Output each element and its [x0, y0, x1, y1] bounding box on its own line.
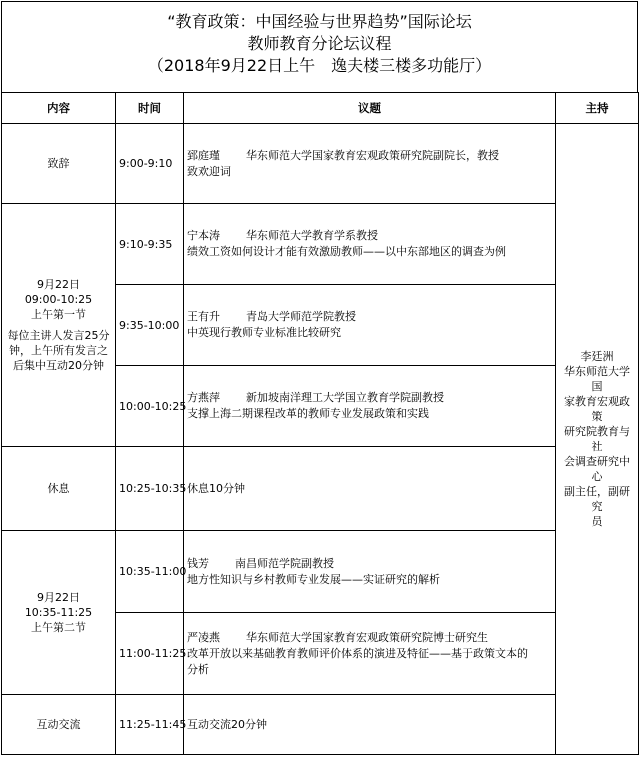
- table-row: [2, 204, 639, 285]
- time-cell: 9:00-9:10: [116, 124, 184, 204]
- content-cell-discussion: 互动交流: [2, 695, 116, 755]
- speaker-affiliation: 华东师范大学国家教育宏观政策研究院副院长，教授: [246, 148, 499, 162]
- speaker-name: 严凌燕: [187, 630, 220, 644]
- talk-title: 互动交流20分钟: [187, 717, 267, 731]
- topic-cell: [184, 531, 556, 613]
- session1-note: 每位主讲人发言25分: [7, 329, 110, 342]
- time-cell: 9:10-9:35: [116, 204, 184, 285]
- speaker-name: 方燕萍: [187, 391, 220, 404]
- speaker-line: [187, 390, 551, 406]
- table-row: [2, 695, 639, 755]
- talk-title: 地方性知识与乡村教师专业发展——实证研究的解析: [187, 572, 440, 586]
- session1-name: 上午第一节: [31, 308, 86, 321]
- host-title-line: 会调查研究中心: [564, 455, 630, 483]
- speaker-affiliation: 南昌师范学院副教授: [235, 556, 334, 570]
- content-cell-opening: 致辞: [2, 124, 116, 204]
- host-title-line: 家教育宏观政策: [564, 395, 630, 423]
- speaker-name: 钱芳: [187, 556, 209, 570]
- time-cell: 11:25-11:45: [116, 695, 184, 755]
- time-cell: 10:00-10:25: [116, 366, 184, 447]
- speaker-line: [187, 630, 551, 646]
- topic-cell: [184, 285, 556, 366]
- talk-title: 致欢迎词: [187, 164, 231, 178]
- host-name: 李廷洲: [580, 350, 614, 363]
- time-cell: 9:35-10:00: [116, 285, 184, 366]
- agenda-document: [1, 1, 638, 771]
- content-cell-session1: [2, 204, 116, 447]
- session1-note: 钟，上午所有发言之: [9, 344, 108, 357]
- agenda-table: [1, 92, 639, 755]
- speaker-affiliation: 新加坡南洋理工大学国立教育学院副教授: [246, 391, 444, 404]
- table-header-row: [2, 93, 639, 124]
- date-venue: （2018年9月22日上午 逸夫楼三楼多功能厅）: [147, 56, 492, 75]
- talk-title-continued: 分析: [187, 662, 209, 676]
- topic-cell: [184, 695, 556, 755]
- speaker-affiliation: 华东师范大学教育学系教授: [246, 229, 378, 242]
- topic-cell: [184, 613, 556, 695]
- speaker-line: [187, 309, 551, 325]
- host-title-line: 华东师范大学国: [564, 365, 630, 393]
- talk-title: 中英现行教师专业标准比较研究: [187, 326, 341, 339]
- column-header-time: 时间: [116, 93, 184, 124]
- subforum-title: 教师教育分论坛议程: [247, 34, 392, 53]
- speaker-name: 郅庭瑾: [187, 148, 220, 162]
- time-cell: 10:35-11:00: [116, 531, 184, 613]
- speaker-line: [187, 228, 551, 244]
- topic-cell: [184, 366, 556, 447]
- column-header-host: 主持: [556, 93, 639, 124]
- table-row: [2, 124, 639, 204]
- topic-cell: [184, 204, 556, 285]
- session1-time: 09:00-10:25: [24, 293, 93, 306]
- time-cell: 10:25-10:35: [116, 447, 184, 531]
- speaker-affiliation: 青岛大学师范学院教授: [246, 310, 356, 323]
- column-header-topic: 议题: [184, 93, 556, 124]
- table-row: [2, 531, 639, 613]
- talk-title: 绩效工资如何设计才能有效激励教师——以中东部地区的调查为例: [187, 245, 506, 258]
- speaker-line: [187, 148, 551, 164]
- table-row: [2, 447, 639, 531]
- content-cell-break: 休息: [2, 447, 116, 531]
- talk-title: 休息10分钟: [187, 481, 245, 495]
- speaker-name: 宁本涛: [187, 229, 220, 242]
- topic-cell: [184, 447, 556, 531]
- forum-title: “教育政策：中国经验与世界趋势”国际论坛: [167, 12, 472, 31]
- time-cell: 11:00-11:25: [116, 613, 184, 695]
- content-cell-session2: [2, 531, 116, 695]
- session2-name: 上午第二节: [31, 621, 86, 634]
- talk-title: 支撑上海二期课程改革的教师专业发展政策和实践: [187, 407, 429, 420]
- session2-time: 10:35-11:25: [24, 606, 93, 619]
- speaker-line: [187, 556, 551, 572]
- session2-date: 9月22日: [37, 591, 80, 604]
- host-title-line: 副主任，副研究: [564, 485, 630, 513]
- host-cell: [556, 124, 639, 755]
- session1-date: 9月22日: [37, 278, 80, 291]
- topic-cell: [184, 124, 556, 204]
- session1-note: 后集中互动20分钟: [13, 359, 104, 372]
- column-header-content: 内容: [2, 93, 116, 124]
- host-title-line: 员: [591, 515, 603, 528]
- talk-title: 改革开放以来基础教育教师评价体系的演进及特征——基于政策文本的: [187, 646, 528, 660]
- title-block: [1, 1, 638, 93]
- speaker-affiliation: 华东师范大学国家教育宏观政策研究院博士研究生: [246, 630, 488, 644]
- host-title-line: 研究院教育与社: [564, 425, 630, 453]
- speaker-name: 王有升: [187, 310, 220, 323]
